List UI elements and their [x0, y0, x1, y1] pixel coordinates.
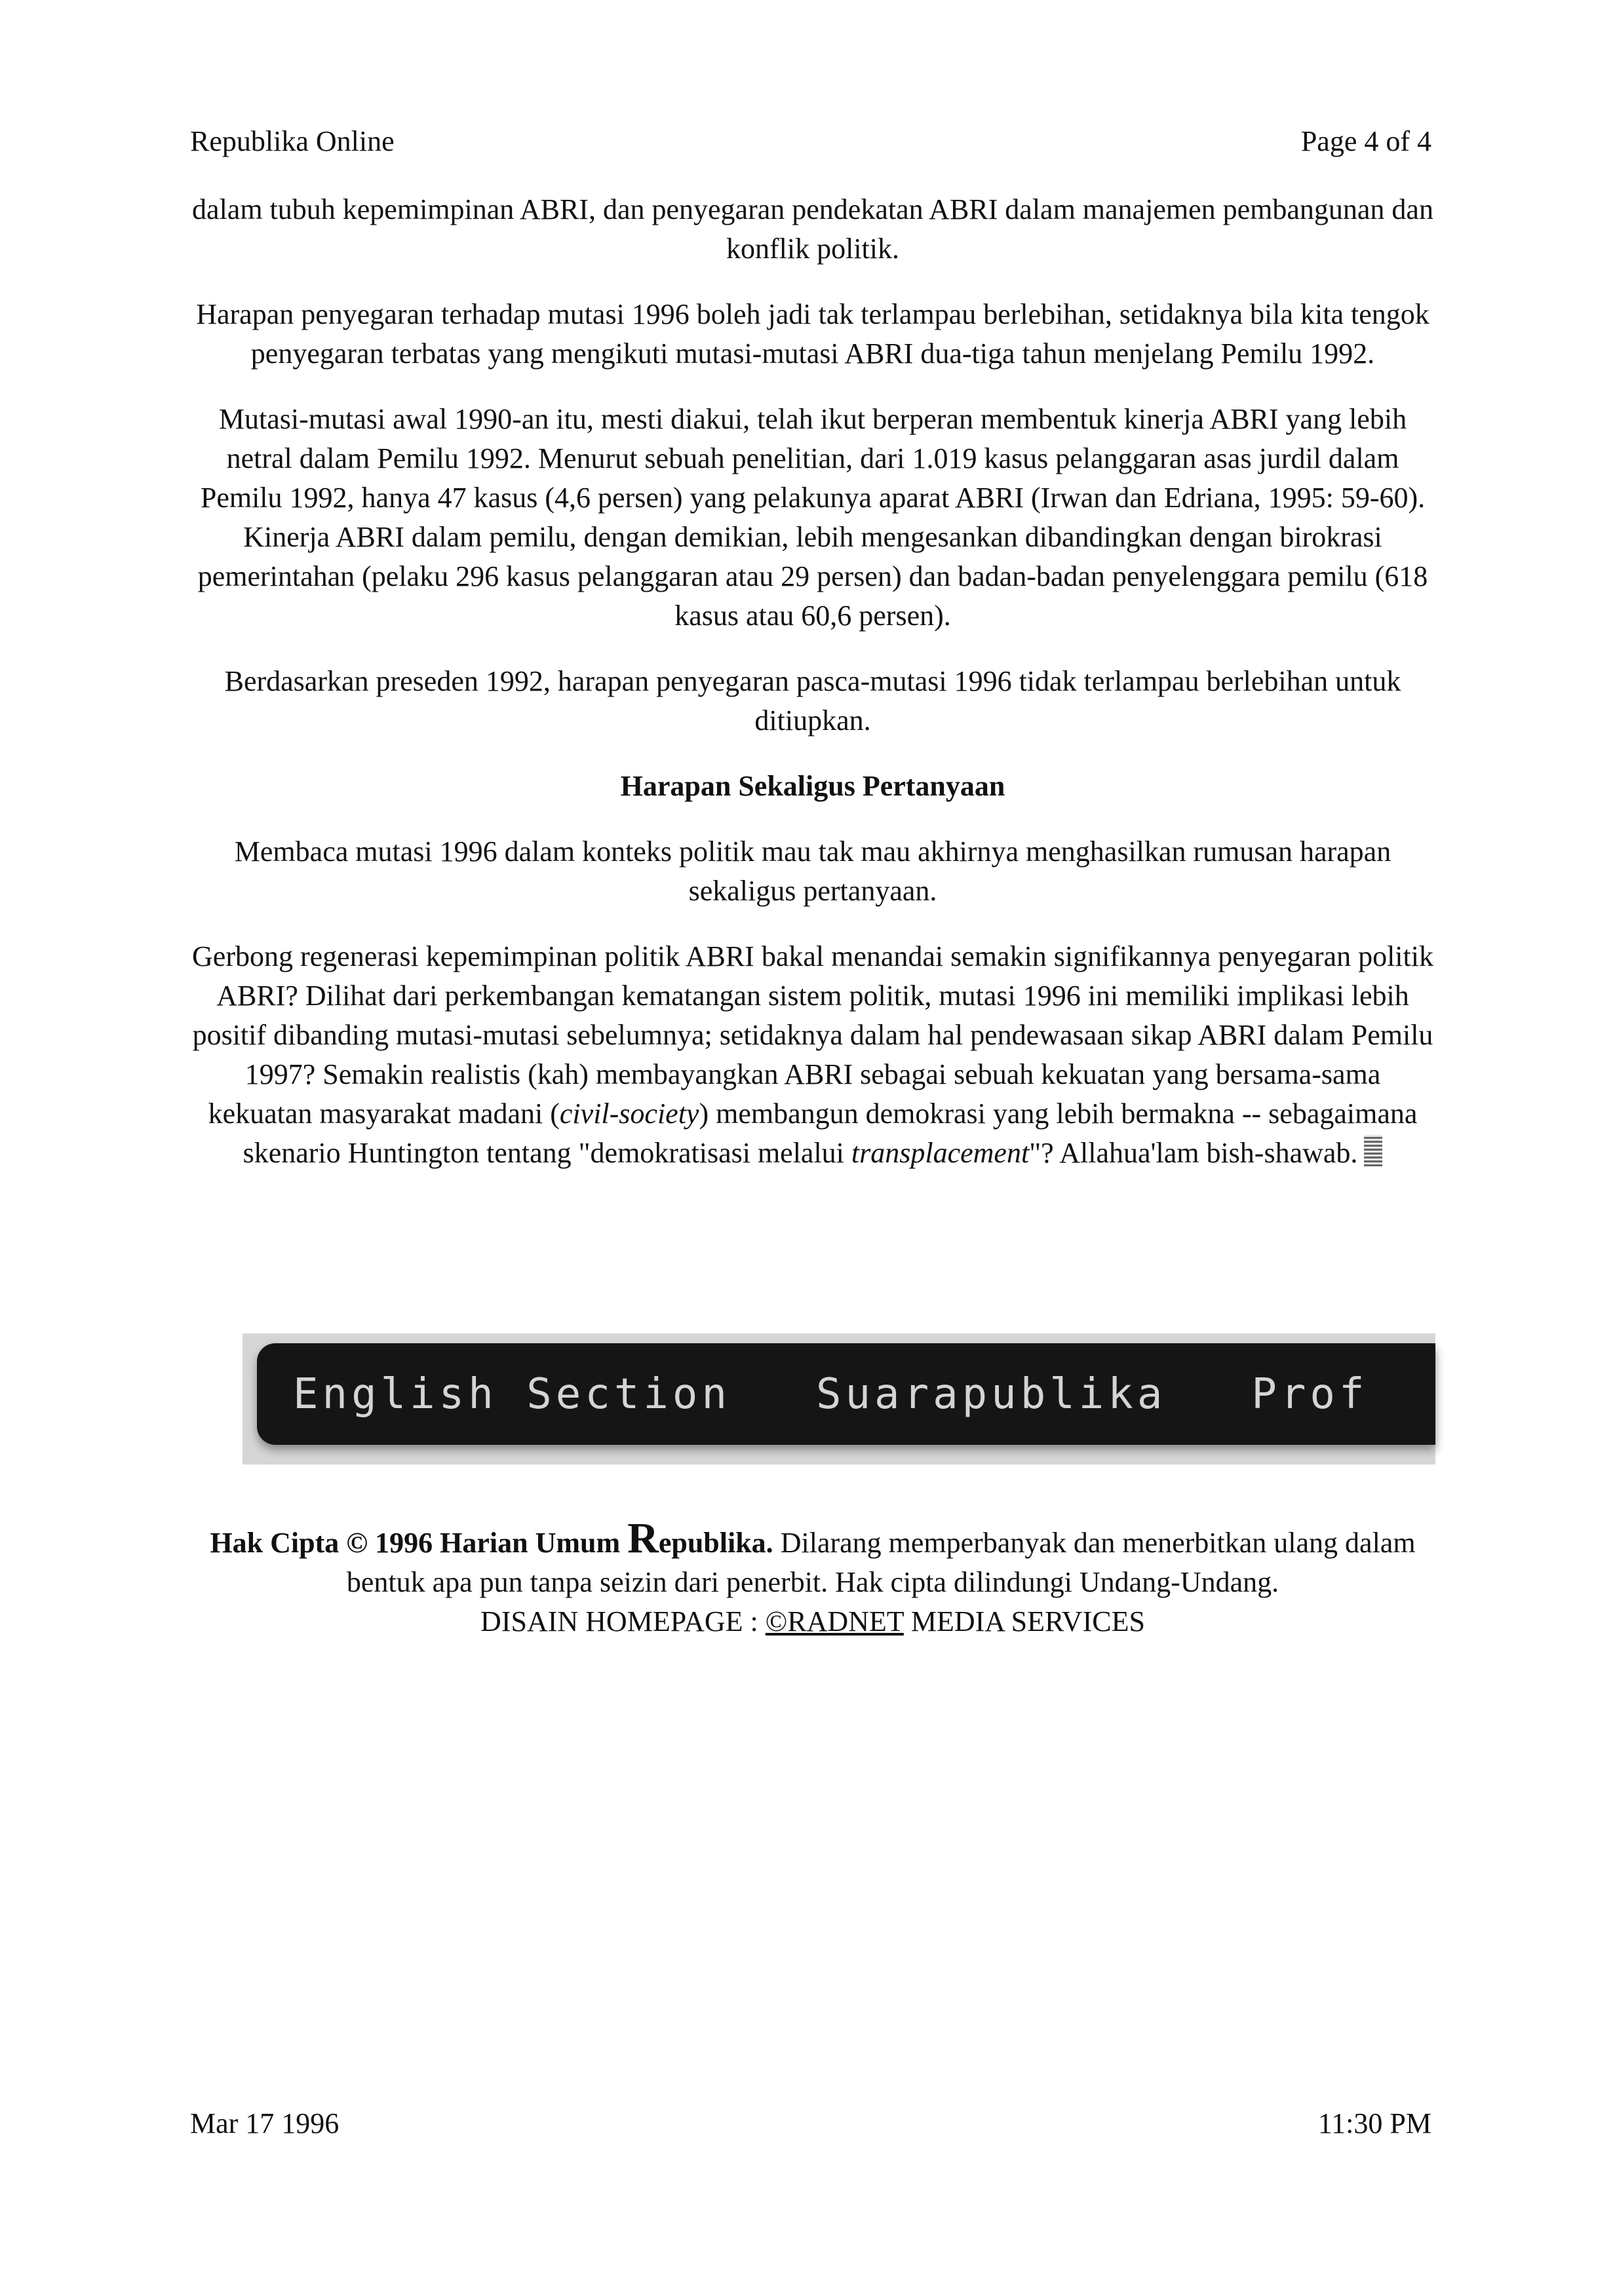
paragraph: Mutasi-mutasi awal 1990-an itu, mesti diakui, telah ikut berperan membentuk kinerja ABRI yang lebih netral dalam Pemilu 1992. Menurut sebuah penelitian, dari 1.019 kasus pelanggaran asas jurdil dalam Pemilu 1992, hanya 47 kasus (4,6 persen) yang pelakunya aparat ABRI (Irwan dan Edriana, 1995: 59-60). Kinerja ABRI dalam pemilu, dengan demikian, lebih mengesankan dibandingkan dengan birokrasi pemerintahan (pelaku 296 kasus pelanggaran atau 29 persen) dan badan-badan penyelenggara pemilu (618 kasus atau 60,6 persen). [197, 403, 1428, 632]
print-date: Mar 17 1996 [190, 2107, 340, 2139]
navigation-bar-strip [257, 1343, 1435, 1445]
italic-term: civil-society [559, 1098, 699, 1130]
nav-item-english-section[interactable]: English Section [293, 1369, 731, 1419]
page-number: Page 4 of 4 [1300, 125, 1431, 157]
design-credit-suffix: MEDIA SERVICES [903, 1605, 1145, 1637]
article-body [190, 190, 1435, 1199]
radnet-link[interactable]: ©RADNET [765, 1605, 904, 1637]
italic-term: transplacement [851, 1137, 1030, 1169]
nav-item-prof[interactable]: Prof [1251, 1369, 1369, 1419]
section-heading: Harapan Sekaligus Pertanyaan [620, 770, 1005, 802]
paragraph-text: Gerbong regenerasi kepemimpinan politik ABRI bakal menandai semakin signifikannya penyegaran politik ABRI? Dilihat dari perkembangan kematangan sistem politik, mutasi 1996 ini memiliki implikasi lebih positif dibanding mutasi-mutasi sebelumnya; setidaknya dalam hal pendewasaan sikap ABRI dalam Pemilu 1997? Semakin realistis (kah) membayangkan ABRI sebagai sebuah kekuatan yang bersama-sama kekuatan masyarakat madani ( [192, 940, 1433, 1130]
copyright-text: Dilarang memperbanyak dan menerbitkan ulang dalam bentuk apa pun tanpa seizin dari penerbit. Hak cipta dilindungi Undang-Undang. [346, 1527, 1416, 1598]
site-name: Republika Online [190, 125, 395, 157]
end-mark-icon [1364, 1135, 1382, 1166]
print-header [190, 124, 1431, 158]
copyright-lead: Hak Cipta © 1996 Harian Umum [210, 1527, 628, 1559]
design-credit-prefix: DISAIN HOMEPAGE : [480, 1605, 766, 1637]
paragraph: Membaca mutasi 1996 dalam konteks politik mau tak mau akhirnya menghasilkan rumusan harapan sekaligus pertanyaan. [234, 835, 1391, 907]
print-footer [190, 2107, 1431, 2140]
nav-item-suarapublika[interactable]: Suarapublika [815, 1369, 1167, 1419]
brand-name: epublika. [658, 1527, 773, 1559]
paragraph: Berdasarkan preseden 1992, harapan penyegaran pasca-mutasi 1996 tidak terlampau berlebihan untuk ditiupkan. [224, 665, 1401, 737]
paragraph-text: ) membangun demokrasi yang lebih bermakna -- sebagaimana skenario Huntington tentang "demokratisasi melalui [243, 1098, 1418, 1169]
copyright-notice [190, 1514, 1435, 1641]
brand-initial: R [627, 1514, 659, 1562]
paragraph: Harapan penyegaran terhadap mutasi 1996 boleh jadi tak terlampau berlebihan, setidaknya bila kita tengok penyegaran terbatas yang mengikuti mutasi-mutasi ABRI dua-tiga tahun menjelang Pemilu 1992. [196, 298, 1430, 370]
paragraph [190, 937, 1435, 1173]
paragraph: dalam tubuh kepemimpinan ABRI, dan penyegaran pendekatan ABRI dalam manajemen pembangunan dan konflik politik. [192, 193, 1433, 265]
navigation-bar [243, 1333, 1435, 1464]
paragraph-text: "? Allahua'lam bish-shawab. [1029, 1137, 1358, 1169]
print-time: 11:30 PM [1317, 2107, 1431, 2139]
